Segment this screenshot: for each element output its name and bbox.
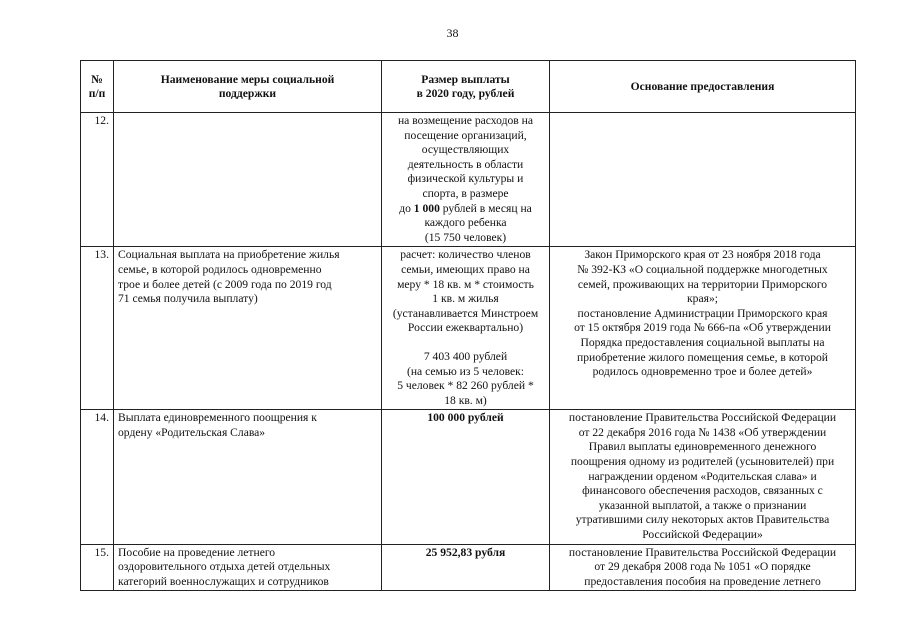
row-num: 12.: [81, 113, 114, 247]
row-name: Пособие на проведение летнего оздоровительного отдыха детей отдельных категорий военнослужащих и сотрудников: [114, 544, 382, 591]
row-basis: постановление Правительства Российской Федерации от 29 декабря 2008 года № 1051 «О порядке предоставления пособия на проведение летнего: [550, 544, 856, 591]
table-row: [81, 247, 856, 410]
row-num: 15.: [81, 544, 114, 591]
row-basis: Закон Приморского края от 23 ноября 2018 года № 392-КЗ «О социальной поддержке многодетных семей, проживающих на территории Приморского края»; постановление Администрации Приморского края от 15 октября 2019 года № 666-па «Об утверждении Порядка предоставления социальной выплаты на приобретение жилого помещения семье, в которой родилось одновременно трое и более детей»: [550, 247, 856, 410]
header-num: № п/п: [81, 61, 114, 113]
row-name: Выплата единовременного поощрения к ордену «Родительская Слава»: [114, 410, 382, 544]
row-name: [114, 113, 382, 247]
row-amount: расчет: количество членов семьи, имеющих право на меру * 18 кв. м * стоимость 1 кв. м жилья (устанавливается Минстроем России ежеквартально) 7 403 400 рублей (на семью из 5 человек: 5 человек * 82 260 рублей * 18 кв. м): [382, 247, 550, 410]
amount-limit-line: до 1 000 рублей в месяц на: [399, 201, 532, 215]
row-amount: 100 000 рублей: [382, 410, 550, 544]
table-row: [81, 410, 856, 544]
row-name: Социальная выплата на приобретение жилья семье, в которой родилось одновременно трое и более детей (с 2009 года по 2019 год 71 семья получила выплату): [114, 247, 382, 410]
table-row: [81, 113, 856, 247]
header-amount: Размер выплаты в 2020 году, рублей: [382, 61, 550, 113]
header-basis: Основание предоставления: [550, 61, 856, 113]
table-row: [81, 544, 856, 591]
social-support-table: [80, 60, 856, 591]
page-number: 38: [446, 26, 459, 40]
row-basis: [550, 113, 856, 247]
spacer: [386, 336, 545, 350]
row-num: 13.: [81, 247, 114, 410]
row-amount: на возмещение расходов на посещение организаций, осуществляющих деятельность в области физической культуры и спорта, в размере до 1 000 рублей в месяц на каждого ребенка (15 750 человек): [382, 113, 550, 247]
row-basis: постановление Правительства Российской Федерации от 22 декабря 2016 года № 1438 «Об утверждении Правил выплаты единовременного денежного поощрения одному из родителей (усыновителей) при награждении орденом «Родительская слава» и финансового обеспечения расходов, связанных с указанной выплатой, а также о признании утратившими силу некоторых актов Правительства Российской Федерации»: [550, 410, 856, 544]
row-num: 14.: [81, 410, 114, 544]
table-header-row: [81, 61, 856, 113]
row-amount: 25 952,83 рубля: [382, 544, 550, 591]
header-name: Наименование меры социальной поддержки: [114, 61, 382, 113]
